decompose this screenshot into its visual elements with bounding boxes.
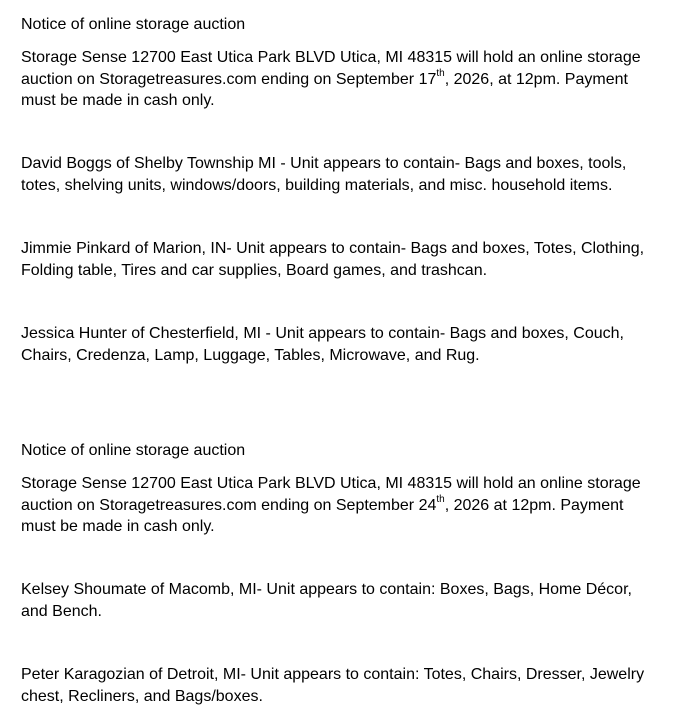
notice-1-entry-2: Jimmie Pinkard of Marion, IN- Unit appears to contain- Bags and boxes, Totes, Clothing, Folding table, Tires and car supplies, Board games, and trashcan. [21, 240, 645, 279]
notice-1-entry-1: David Boggs of Shelby Township MI - Unit appears to contain- Bags and boxes, tools, totes, shelving units, windows/doors, building materials, and misc. household items. [21, 155, 627, 194]
notice-1-heading: Notice of online storage auction [21, 16, 246, 33]
notice-2-entry-2: Peter Karagozian of Detroit, MI- Unit appears to contain: Totes, Chairs, Dresser, Jewelry chest, Recliners, and Bags/boxes. [21, 666, 645, 705]
notice-1-intro-ordinal: th [436, 68, 445, 80]
notice-2-intro-ordinal: th [436, 494, 445, 506]
notice-2-entry-1: Kelsey Shoumate of Macomb, MI- Unit appears to contain: Boxes, Bags, Home Décor, and Bench. [21, 581, 632, 620]
notice-1-intro [21, 47, 661, 112]
notice-2-intro-text-end: , 2026 at 12pm. Payment must be made in cash only. [21, 496, 624, 535]
notice-2-intro [21, 473, 661, 538]
notice-1-entry-3: Jessica Hunter of Chesterfield, MI - Unit appears to contain- Bags and boxes, Couch, Chairs, Credenza, Lamp, Luggage, Tables, Microwave, and Rug. [21, 325, 624, 364]
notice-2-heading: Notice of online storage auction [21, 442, 246, 459]
notice-2-intro-text: Storage Sense 12700 East Utica Park BLVD Utica, MI 48315 will hold an online storage auction on Storagetreasures.com ending on September 24 [21, 475, 641, 514]
notice-1-intro-text-end: , 2026, at 12pm. Payment must be made in cash only. [21, 70, 628, 109]
notice-1-intro-text: Storage Sense 12700 East Utica Park BLVD Utica, MI 48315 will hold an online storage auction on Storagetreasures.com ending on September 17 [21, 49, 641, 88]
